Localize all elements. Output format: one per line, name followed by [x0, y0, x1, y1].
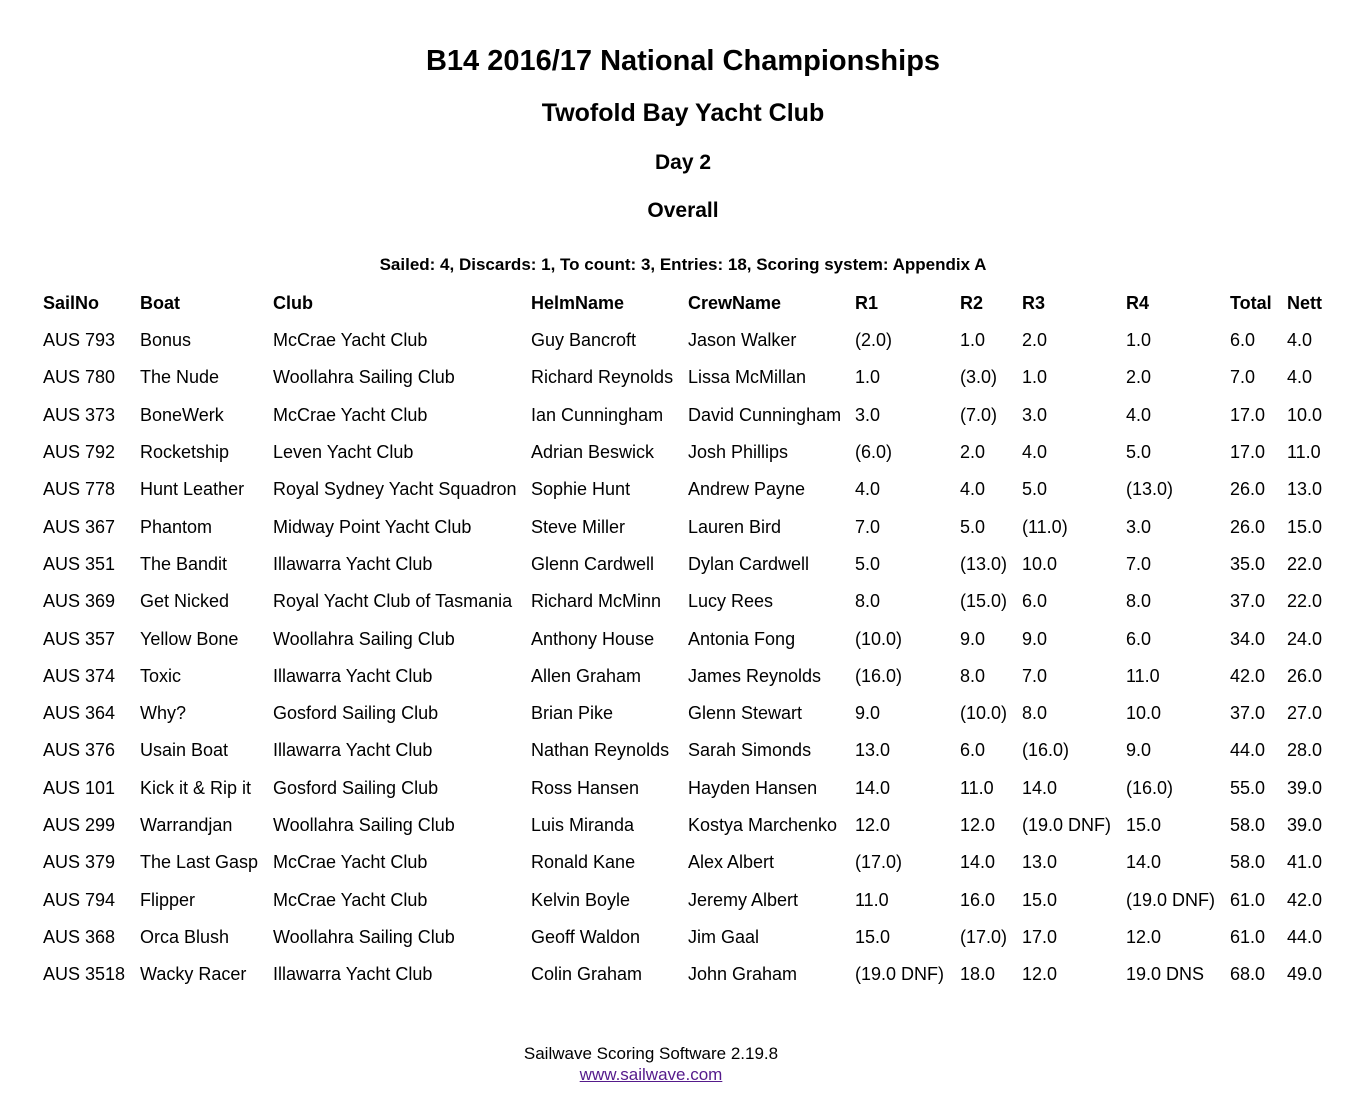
cell-sailno: AUS 778 — [43, 479, 116, 500]
cell-r1: (17.0) — [855, 852, 903, 873]
cell-r2: 4.0 — [960, 479, 986, 500]
cell-r3: 15.0 — [1022, 889, 1058, 910]
cell-r2: 12.0 — [960, 815, 996, 835]
cell-crewname: Dylan Cardwell — [688, 553, 810, 574]
cell-nett: 24.0 — [1287, 628, 1323, 649]
table-row — [40, 508, 1330, 545]
cell-helmname: Nathan Reynolds — [531, 740, 670, 761]
table-row — [40, 546, 1330, 583]
cell-boat: The Nude — [140, 367, 220, 388]
cell-nett: 39.0 — [1287, 815, 1323, 835]
cell-sailno: AUS 369 — [43, 591, 116, 612]
cell-r2: 8.0 — [960, 665, 986, 686]
cell-r4: 14.0 — [1126, 852, 1162, 873]
cell-club: McCrae Yacht Club — [273, 330, 428, 351]
cell-club: Midway Point Yacht Club — [273, 516, 472, 537]
cell-helmname: Kelvin Boyle — [531, 889, 631, 910]
cell-nett: 41.0 — [1287, 852, 1323, 873]
cell-total: 42.0 — [1230, 665, 1266, 686]
cell-club: McCrae Yacht Club — [273, 889, 428, 910]
cell-sailno: AUS 357 — [43, 628, 116, 649]
cell-sailno: AUS 793 — [43, 330, 116, 351]
cell-helmname: Ronald Kane — [531, 852, 636, 873]
cell-boat: Rocketship — [140, 442, 230, 463]
cell-r1: 13.0 — [855, 740, 891, 761]
cell-r2: 6.0 — [960, 740, 986, 761]
results-body — [40, 322, 1330, 993]
column-header-total: Total — [1230, 293, 1272, 313]
cell-nett: 22.0 — [1287, 553, 1323, 574]
cell-helmname: Adrian Beswick — [531, 442, 655, 463]
column-header-nett: Nett — [1287, 293, 1322, 313]
cell-club: Royal Yacht Club of Tasmania — [273, 591, 513, 612]
cell-r2: (13.0) — [960, 553, 1008, 574]
cell-r2: 18.0 — [960, 964, 996, 985]
cell-r2: (17.0) — [960, 926, 1008, 947]
cell-sailno: AUS 780 — [43, 367, 116, 388]
table-row — [40, 434, 1330, 471]
cell-r3: 14.0 — [1022, 777, 1058, 798]
cell-r1: (16.0) — [855, 665, 903, 686]
cell-total: 61.0 — [1230, 889, 1266, 910]
cell-r3: 7.0 — [1022, 665, 1048, 686]
table-row — [40, 770, 1330, 807]
cell-boat: Toxic — [140, 665, 182, 686]
cell-r3: 17.0 — [1022, 926, 1058, 947]
table-row — [40, 919, 1330, 956]
cell-nett: 22.0 — [1287, 591, 1323, 612]
cell-total: 68.0 — [1230, 964, 1266, 985]
software-credit: Sailwave Scoring Software 2.19.8 — [523, 1044, 779, 1063]
cell-r4: (19.0 DNF) — [1126, 889, 1216, 910]
cell-boat: Flipper — [140, 889, 196, 910]
table-row — [40, 583, 1330, 620]
cell-boat: Hunt Leather — [140, 479, 245, 500]
cell-boat: Orca Blush — [140, 926, 230, 947]
cell-crewname: Sarah Simonds — [688, 740, 812, 761]
cell-r4: 7.0 — [1126, 553, 1152, 574]
cell-club: McCrae Yacht Club — [273, 404, 428, 425]
cell-r2: 9.0 — [960, 628, 986, 649]
cell-total: 7.0 — [1230, 367, 1256, 388]
cell-boat: Kick it & Rip it — [140, 777, 252, 798]
cell-r4: 6.0 — [1126, 628, 1152, 649]
cell-helmname: Brian Pike — [531, 703, 614, 724]
cell-sailno: AUS 3518 — [43, 964, 126, 985]
table-row — [40, 658, 1330, 695]
cell-r4: 19.0 DNS — [1126, 964, 1205, 985]
cell-crewname: Alex Albert — [688, 852, 775, 873]
cell-r3: 4.0 — [1022, 442, 1048, 463]
cell-nett: 11.0 — [1287, 442, 1321, 463]
table-row — [40, 807, 1330, 844]
cell-nett: 28.0 — [1287, 740, 1323, 761]
cell-helmname: Anthony House — [531, 628, 655, 649]
cell-total: 37.0 — [1230, 703, 1266, 724]
cell-r4: (16.0) — [1126, 777, 1174, 798]
sailwave-link[interactable]: www.sailwave.com — [579, 1065, 723, 1084]
cell-boat: Yellow Bone — [140, 628, 239, 649]
cell-r3: 10.0 — [1022, 553, 1058, 574]
cell-sailno: AUS 379 — [43, 852, 116, 873]
cell-r3: 8.0 — [1022, 703, 1048, 724]
cell-boat: BoneWerk — [140, 404, 224, 425]
cell-club: Woollahra Sailing Club — [273, 367, 455, 388]
cell-crewname: Josh Phillips — [688, 442, 789, 463]
cell-total: 26.0 — [1230, 479, 1266, 500]
table-row — [40, 695, 1330, 732]
cell-r4: 10.0 — [1126, 703, 1162, 724]
cell-club: Gosford Sailing Club — [273, 703, 439, 724]
column-header-sailno: SailNo — [43, 293, 100, 313]
cell-r3: 13.0 — [1022, 852, 1058, 873]
cell-r4: 3.0 — [1126, 516, 1152, 537]
table-row — [40, 620, 1330, 657]
cell-sailno: AUS 792 — [43, 442, 116, 463]
cell-r1: (19.0 DNF) — [855, 964, 945, 985]
cell-r2: 11.0 — [960, 777, 994, 798]
cell-helmname: Ian Cunningham — [531, 404, 664, 425]
cell-r1: (10.0) — [855, 628, 903, 649]
cell-total: 6.0 — [1230, 330, 1256, 351]
cell-club: Woollahra Sailing Club — [273, 926, 455, 947]
cell-r2: 2.0 — [960, 442, 986, 463]
column-header-r4: R4 — [1126, 293, 1150, 313]
cell-sailno: AUS 367 — [43, 516, 116, 537]
cell-r3: (19.0 DNF) — [1022, 815, 1112, 835]
cell-r2: (3.0) — [960, 367, 998, 388]
cell-club: Illawarra Yacht Club — [273, 553, 433, 574]
cell-total: 26.0 — [1230, 516, 1266, 537]
cell-club: Woollahra Sailing Club — [273, 628, 455, 649]
column-header-r2: R2 — [960, 293, 984, 313]
day-title: Day 2 — [654, 151, 712, 174]
column-header-helmname: HelmName — [531, 293, 625, 313]
cell-total: 17.0 — [1230, 404, 1266, 425]
cell-crewname: Jim Gaal — [688, 926, 760, 947]
cell-r4: 9.0 — [1126, 740, 1152, 761]
cell-boat: Warrandjan — [140, 815, 233, 835]
cell-nett: 49.0 — [1287, 964, 1323, 985]
cell-r1: 11.0 — [855, 889, 889, 910]
cell-crewname: James Reynolds — [688, 665, 822, 686]
cell-club: Illawarra Yacht Club — [273, 740, 433, 761]
cell-nett: 10.0 — [1287, 404, 1323, 425]
table-row — [40, 844, 1330, 881]
cell-r2: 5.0 — [960, 516, 986, 537]
cell-r4: 1.0 — [1126, 330, 1152, 351]
cell-helmname: Sophie Hunt — [531, 479, 631, 500]
cell-club: McCrae Yacht Club — [273, 852, 428, 873]
cell-r1: 15.0 — [855, 926, 891, 947]
cell-nett: 15.0 — [1287, 516, 1323, 537]
cell-crewname: Glenn Stewart — [688, 703, 803, 724]
cell-total: 44.0 — [1230, 740, 1266, 761]
cell-crewname: Antonia Fong — [688, 628, 796, 649]
cell-r1: 4.0 — [855, 479, 881, 500]
cell-r1: (2.0) — [855, 330, 893, 351]
column-header-club: Club — [273, 293, 313, 313]
cell-total: 34.0 — [1230, 628, 1266, 649]
cell-r1: 8.0 — [855, 591, 881, 612]
cell-r4: (13.0) — [1126, 479, 1174, 500]
cell-r1: 12.0 — [855, 815, 891, 835]
results-table — [40, 285, 1330, 993]
cell-r4: 15.0 — [1126, 815, 1162, 835]
table-row — [40, 322, 1330, 359]
cell-r1: 5.0 — [855, 553, 881, 574]
cell-r1: 1.0 — [855, 367, 881, 388]
cell-boat: Wacky Racer — [140, 964, 247, 985]
cell-r1: (6.0) — [855, 442, 893, 463]
table-row — [40, 732, 1330, 769]
cell-r4: 5.0 — [1126, 442, 1152, 463]
cell-boat: Phantom — [140, 516, 213, 537]
cell-nett: 26.0 — [1287, 665, 1323, 686]
cell-r1: 14.0 — [855, 777, 891, 798]
section-title: Overall — [647, 199, 719, 222]
cell-r3: 1.0 — [1022, 367, 1048, 388]
series-summary: Sailed: 4, Discards: 1, To count: 3, Entries: 18, Scoring system: Appendix A — [379, 255, 987, 274]
cell-sailno: AUS 351 — [43, 553, 116, 574]
club-title: Twofold Bay Yacht Club — [541, 99, 825, 127]
cell-r2: (10.0) — [960, 703, 1008, 724]
table-row — [40, 881, 1330, 918]
table-row — [40, 397, 1330, 434]
cell-crewname: John Graham — [688, 964, 798, 985]
cell-r2: 14.0 — [960, 852, 996, 873]
page-footer — [0, 1043, 1302, 1085]
cell-r2: (7.0) — [960, 404, 998, 425]
table-row — [40, 471, 1330, 508]
cell-club: Woollahra Sailing Club — [273, 815, 455, 835]
cell-club: Gosford Sailing Club — [273, 777, 439, 798]
cell-sailno: AUS 794 — [43, 889, 116, 910]
cell-sailno: AUS 299 — [43, 815, 116, 835]
cell-nett: 42.0 — [1287, 889, 1323, 910]
cell-helmname: Guy Bancroft — [531, 330, 637, 351]
cell-club: Leven Yacht Club — [273, 442, 414, 463]
cell-crewname: Jason Walker — [688, 330, 797, 351]
cell-nett: 4.0 — [1287, 367, 1313, 388]
cell-crewname: Kostya Marchenko — [688, 815, 838, 835]
cell-nett: 44.0 — [1287, 926, 1323, 947]
cell-sailno: AUS 374 — [43, 665, 116, 686]
cell-total: 58.0 — [1230, 852, 1266, 873]
cell-r4: 2.0 — [1126, 367, 1152, 388]
cell-nett: 27.0 — [1287, 703, 1323, 724]
column-header-r1: R1 — [855, 293, 879, 313]
cell-crewname: Jeremy Albert — [688, 889, 799, 910]
cell-club: Royal Sydney Yacht Squadron — [273, 479, 517, 500]
column-header-boat: Boat — [140, 293, 180, 313]
cell-boat: The Last Gasp — [140, 852, 259, 873]
cell-total: 17.0 — [1230, 442, 1266, 463]
cell-r3: 5.0 — [1022, 479, 1048, 500]
cell-r3: (11.0) — [1022, 516, 1068, 537]
cell-total: 58.0 — [1230, 815, 1266, 835]
cell-helmname: Richard McMinn — [531, 591, 662, 612]
cell-helmname: Colin Graham — [531, 964, 643, 985]
cell-helmname: Richard Reynolds — [531, 367, 674, 388]
cell-r2: 1.0 — [960, 330, 986, 351]
cell-boat: Get Nicked — [140, 591, 230, 612]
cell-crewname: Hayden Hansen — [688, 777, 818, 798]
cell-helmname: Allen Graham — [531, 665, 642, 686]
cell-total: 35.0 — [1230, 553, 1266, 574]
column-header-crewname: CrewName — [688, 293, 782, 313]
cell-r3: (16.0) — [1022, 740, 1070, 761]
table-header-row — [40, 285, 1330, 322]
cell-nett: 4.0 — [1287, 330, 1313, 351]
cell-boat: Bonus — [140, 330, 192, 351]
cell-r4: 4.0 — [1126, 404, 1152, 425]
cell-crewname: Lauren Bird — [688, 516, 782, 537]
cell-club: Illawarra Yacht Club — [273, 964, 433, 985]
cell-r3: 12.0 — [1022, 964, 1058, 985]
cell-r2: 16.0 — [960, 889, 996, 910]
cell-sailno: AUS 373 — [43, 404, 116, 425]
cell-helmname: Glenn Cardwell — [531, 553, 655, 574]
cell-nett: 39.0 — [1287, 777, 1323, 798]
cell-total: 37.0 — [1230, 591, 1266, 612]
cell-r4: 12.0 — [1126, 926, 1162, 947]
cell-boat: The Bandit — [140, 553, 228, 574]
event-title: B14 2016/17 National Championships — [425, 45, 941, 77]
cell-r3: 3.0 — [1022, 404, 1048, 425]
cell-boat: Usain Boat — [140, 740, 229, 761]
cell-helmname: Geoff Waldon — [531, 926, 641, 947]
cell-helmname: Ross Hansen — [531, 777, 640, 798]
cell-r2: (15.0) — [960, 591, 1008, 612]
cell-crewname: Andrew Payne — [688, 479, 806, 500]
cell-sailno: AUS 101 — [43, 777, 116, 798]
column-header-r3: R3 — [1022, 293, 1046, 313]
cell-total: 61.0 — [1230, 926, 1266, 947]
cell-r4: 8.0 — [1126, 591, 1152, 612]
cell-r1: 7.0 — [855, 516, 881, 537]
cell-r1: 3.0 — [855, 404, 881, 425]
cell-club: Illawarra Yacht Club — [273, 665, 433, 686]
cell-r4: 11.0 — [1126, 665, 1160, 686]
cell-r3: 9.0 — [1022, 628, 1048, 649]
cell-sailno: AUS 364 — [43, 703, 116, 724]
cell-crewname: Lucy Rees — [688, 591, 774, 612]
cell-r3: 6.0 — [1022, 591, 1048, 612]
cell-helmname: Steve Miller — [531, 516, 626, 537]
cell-total: 55.0 — [1230, 777, 1266, 798]
cell-nett: 13.0 — [1287, 479, 1323, 500]
table-row — [40, 956, 1330, 993]
cell-sailno: AUS 376 — [43, 740, 116, 761]
cell-r3: 2.0 — [1022, 330, 1048, 351]
cell-crewname: David Cunningham — [688, 404, 842, 425]
cell-crewname: Lissa McMillan — [688, 367, 807, 388]
cell-r1: 9.0 — [855, 703, 881, 724]
cell-helmname: Luis Miranda — [531, 815, 635, 835]
cell-boat: Why? — [140, 703, 187, 724]
table-row — [40, 359, 1330, 396]
cell-sailno: AUS 368 — [43, 926, 116, 947]
